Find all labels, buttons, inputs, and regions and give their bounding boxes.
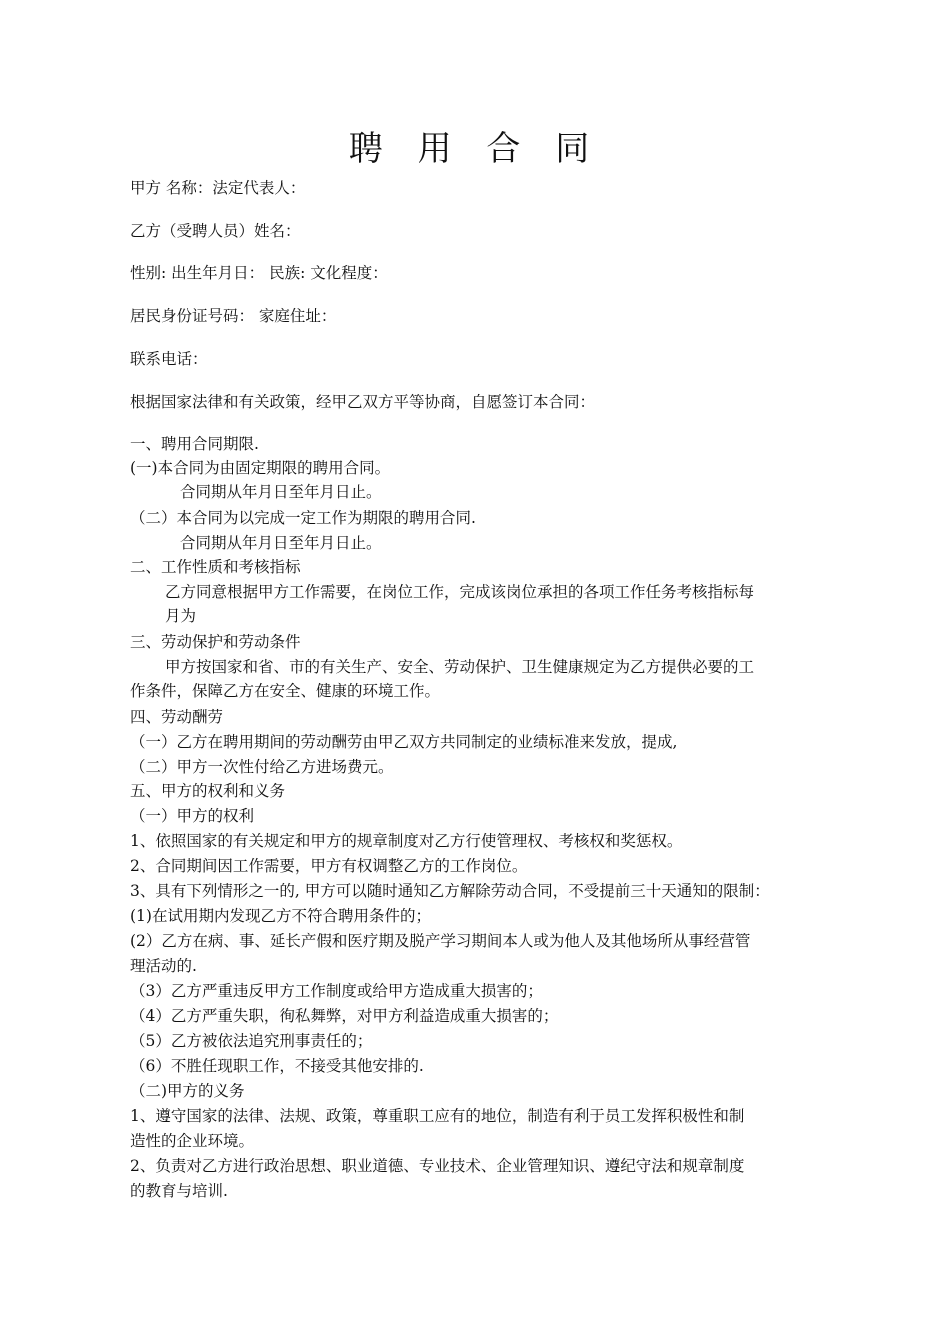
clause-line: 甲方按国家和省、市的有关生产、安全、劳动保护、卫生健康规定为乙方提供必要的工 xyxy=(165,658,755,676)
personal-info-line: 性别: 出生年月日： 民族: 文化程度： xyxy=(130,264,388,282)
clause-line: (1)在试用期内发现乙方不符合聘用条件的； xyxy=(130,907,431,925)
section-heading: 二、工作性质和考核指标 xyxy=(130,558,301,576)
id-address-line: 居民身份证号码： 家庭住址： xyxy=(130,307,337,325)
clause-line: （5）乙方被依法追究刑事责任的； xyxy=(130,1032,373,1050)
section-heading: 一、聘用合同期限. xyxy=(130,435,259,453)
section-heading: 三、劳动保护和劳动条件 xyxy=(130,633,301,651)
clause-line: （二）甲方一次性付给乙方进场费元。 xyxy=(130,758,394,776)
clause-line: 1、依照国家的有关规定和甲方的规章制度对乙方行使管理权、考核权和奖惩权。 xyxy=(130,832,683,850)
clause-line: 理活动的. xyxy=(130,957,197,975)
clause-line: （3）乙方严重违反甲方工作制度或给甲方造成重大损害的； xyxy=(130,982,543,1000)
clause-line: 2、负责对乙方进行政治思想、职业道德、专业技术、企业管理知识、遵纪守法和规章制度 xyxy=(130,1157,745,1175)
section-heading: 四、劳动酬劳 xyxy=(130,708,224,726)
subsection-heading: （二)甲方的义务 xyxy=(130,1082,245,1100)
phone-line: 联系电话： xyxy=(130,350,208,368)
clause-line: 1、遵守国家的法律、法规、政策，尊重职工应有的地位，制造有利于员工发挥积极性和制 xyxy=(130,1107,745,1125)
clause-line: 合同期从年月日至年月日止。 xyxy=(180,483,382,501)
clause-line: 造性的企业环境。 xyxy=(130,1132,255,1150)
document-title: 聘 用 合 同 xyxy=(348,129,602,169)
clause-line: (一)本合同为由固定期限的聘用合同。 xyxy=(130,459,391,477)
clause-line: (2）乙方在病、事、延长产假和医疗期及脱产学习期间本人或为他人及其他场所从事经营管 xyxy=(130,932,751,950)
clause-line: （二）本合同为以完成一定工作为期限的聘用合同. xyxy=(130,509,476,527)
clause-line: （6）不胜任现职工作，不接受其他安排的. xyxy=(130,1057,424,1075)
section-heading: 五、甲方的权利和义务 xyxy=(130,782,286,800)
party-b-line: 乙方（受聘人员）姓名： xyxy=(130,222,301,240)
clause-line: 作条件，保障乙方在安全、健康的环境工作。 xyxy=(130,682,441,700)
clause-line: 2、合同期间因工作需要，甲方有权调整乙方的工作岗位。 xyxy=(130,857,528,875)
preamble-line: 根据国家法律和有关政策，经甲乙双方平等协商，自愿签订本合同： xyxy=(130,393,596,411)
party-a-line: 甲方 名称：法定代表人： xyxy=(130,179,306,197)
subsection-heading: （一）甲方的权利 xyxy=(130,807,255,825)
clause-line: （一）乙方在聘用期间的劳动酬劳由甲乙双方共同制定的业绩标准来发放，提成, xyxy=(130,733,678,751)
clause-line: 月为 xyxy=(165,607,197,625)
clause-line: 合同期从年月日至年月日止。 xyxy=(180,534,382,552)
clause-line: 3、具有下列情形之一的, 甲方可以随时通知乙方解除劳动合同，不受提前三十天通知的限制： xyxy=(130,882,770,900)
clause-line: 乙方同意根据甲方工作需要，在岗位工作，完成该岗位承担的各项工作任务考核指标每 xyxy=(165,583,755,601)
clause-line: 的教育与培训. xyxy=(130,1182,228,1200)
clause-line: （4）乙方严重失职，徇私舞弊，对甲方利益造成重大损害的； xyxy=(130,1007,559,1025)
